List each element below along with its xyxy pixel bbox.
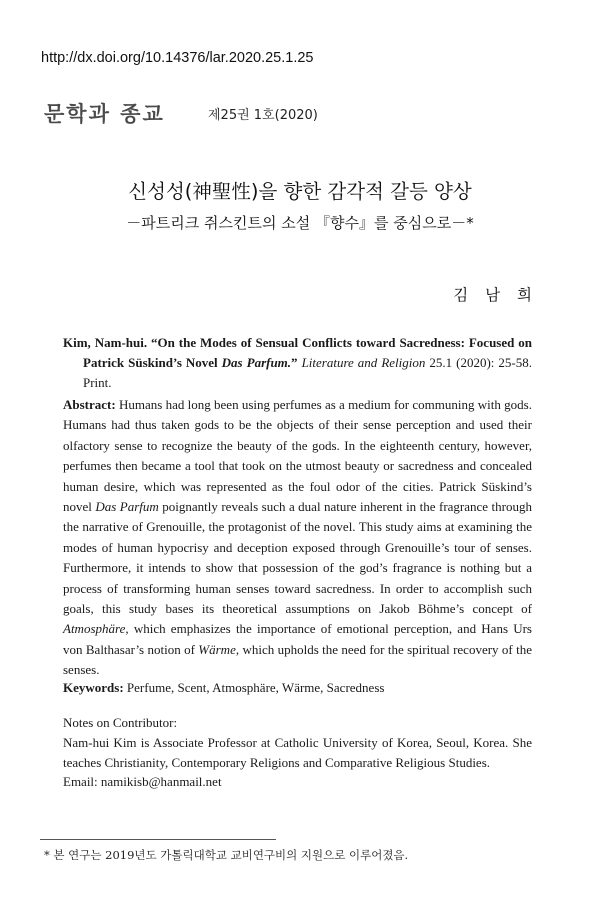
citation (63, 333, 532, 393)
notes-heading: Notes on Contributor: (63, 715, 178, 730)
keywords (63, 680, 532, 696)
citation-novel: Das Parfum. (221, 355, 292, 370)
abstract-text-2: poignantly reveals such a dual nature inherent in the fragrance through the narrative of Grenouille, the protagonist of the novel. This study aims at examining the modes of human hypocrisy and deception exposed through Grenouille’s tour of senses. Furthermore, it intends to show that possession of the god’s fragrance is nothing but a process of transforming human senses toward sacredness. In order to accomplish such goals, this study bases its theoretical assumptions on Jakob Böhme’s concept of (63, 499, 532, 617)
keywords-text: Perfume, Scent, Atmosphäre, Wärme, Sacredness (123, 680, 385, 695)
abstract (63, 395, 532, 681)
article-subtitle: －파트리크 쥐스킨트의 소설 『향수』를 중심으로－* (126, 214, 474, 232)
article-title: 신성성(神聖性)을 향한 감각적 갈등 양상 (128, 180, 472, 203)
contributor-notes (63, 713, 532, 792)
abstract-term-2: Wärme (198, 641, 236, 657)
volume-info: 제25권 1호(2020) (208, 108, 318, 123)
doi-link[interactable]: http://dx.doi.org/10.14376/lar.2020.25.1.25 (41, 50, 314, 66)
notes-email[interactable]: Email: namikisb@hanmail.net (63, 774, 222, 790)
citation-title-text: “On the Modes of Sensual Conflicts toward Sacredness: Focused on Patrick Süskind’s Novel (83, 335, 533, 370)
abstract-label: Abstract: (63, 397, 116, 412)
citation-rest: 25.1 (2020): 25-58. Print. (83, 355, 532, 390)
footnote-divider (40, 839, 276, 840)
abstract-novel: Das Parfum (95, 499, 159, 515)
abstract-text-4: , which upholds the need for the spiritual recovery of the senses. (63, 641, 532, 678)
journal-logo: 문학과 종교 (44, 102, 165, 126)
citation-title-close: ” (291, 355, 298, 370)
abstract-term-1: Atmosphäre (63, 621, 126, 637)
author-name: 김 남 희 (453, 286, 538, 304)
footnote: * 본 연구는 2019년도 가톨릭대학교 교비연구비의 지원으로 이루어졌음. (44, 848, 409, 862)
citation-journal: Literature and Religion (301, 355, 426, 370)
citation-authors: Kim, Nam-hui. (63, 335, 148, 350)
notes-bio: Nam-hui Kim is Associate Professor at Catholic University of Korea, Seoul, Korea. She teaches Christianity, Contemporary Religions and Comparative Religious Studies. (63, 734, 532, 770)
keywords-label: Keywords: (63, 680, 124, 695)
abstract-text-1: Humans had long been using perfumes as a medium for communing with gods. Humans had thus taken gods to be the objects of their sense perception and used their olfactory sense to recognize the beauty of the gods. In the eighteenth century, however, perfumes then became a tool that took on the utmost beauty or sacredness and concealed human desire, which was represented as the foul odor of the cities. Patrick Süskind’s novel (63, 397, 532, 515)
abstract-text-3: , which emphasizes the importance of emotional perception, and Hans Urs von Balthasar’s notion of (63, 621, 532, 657)
